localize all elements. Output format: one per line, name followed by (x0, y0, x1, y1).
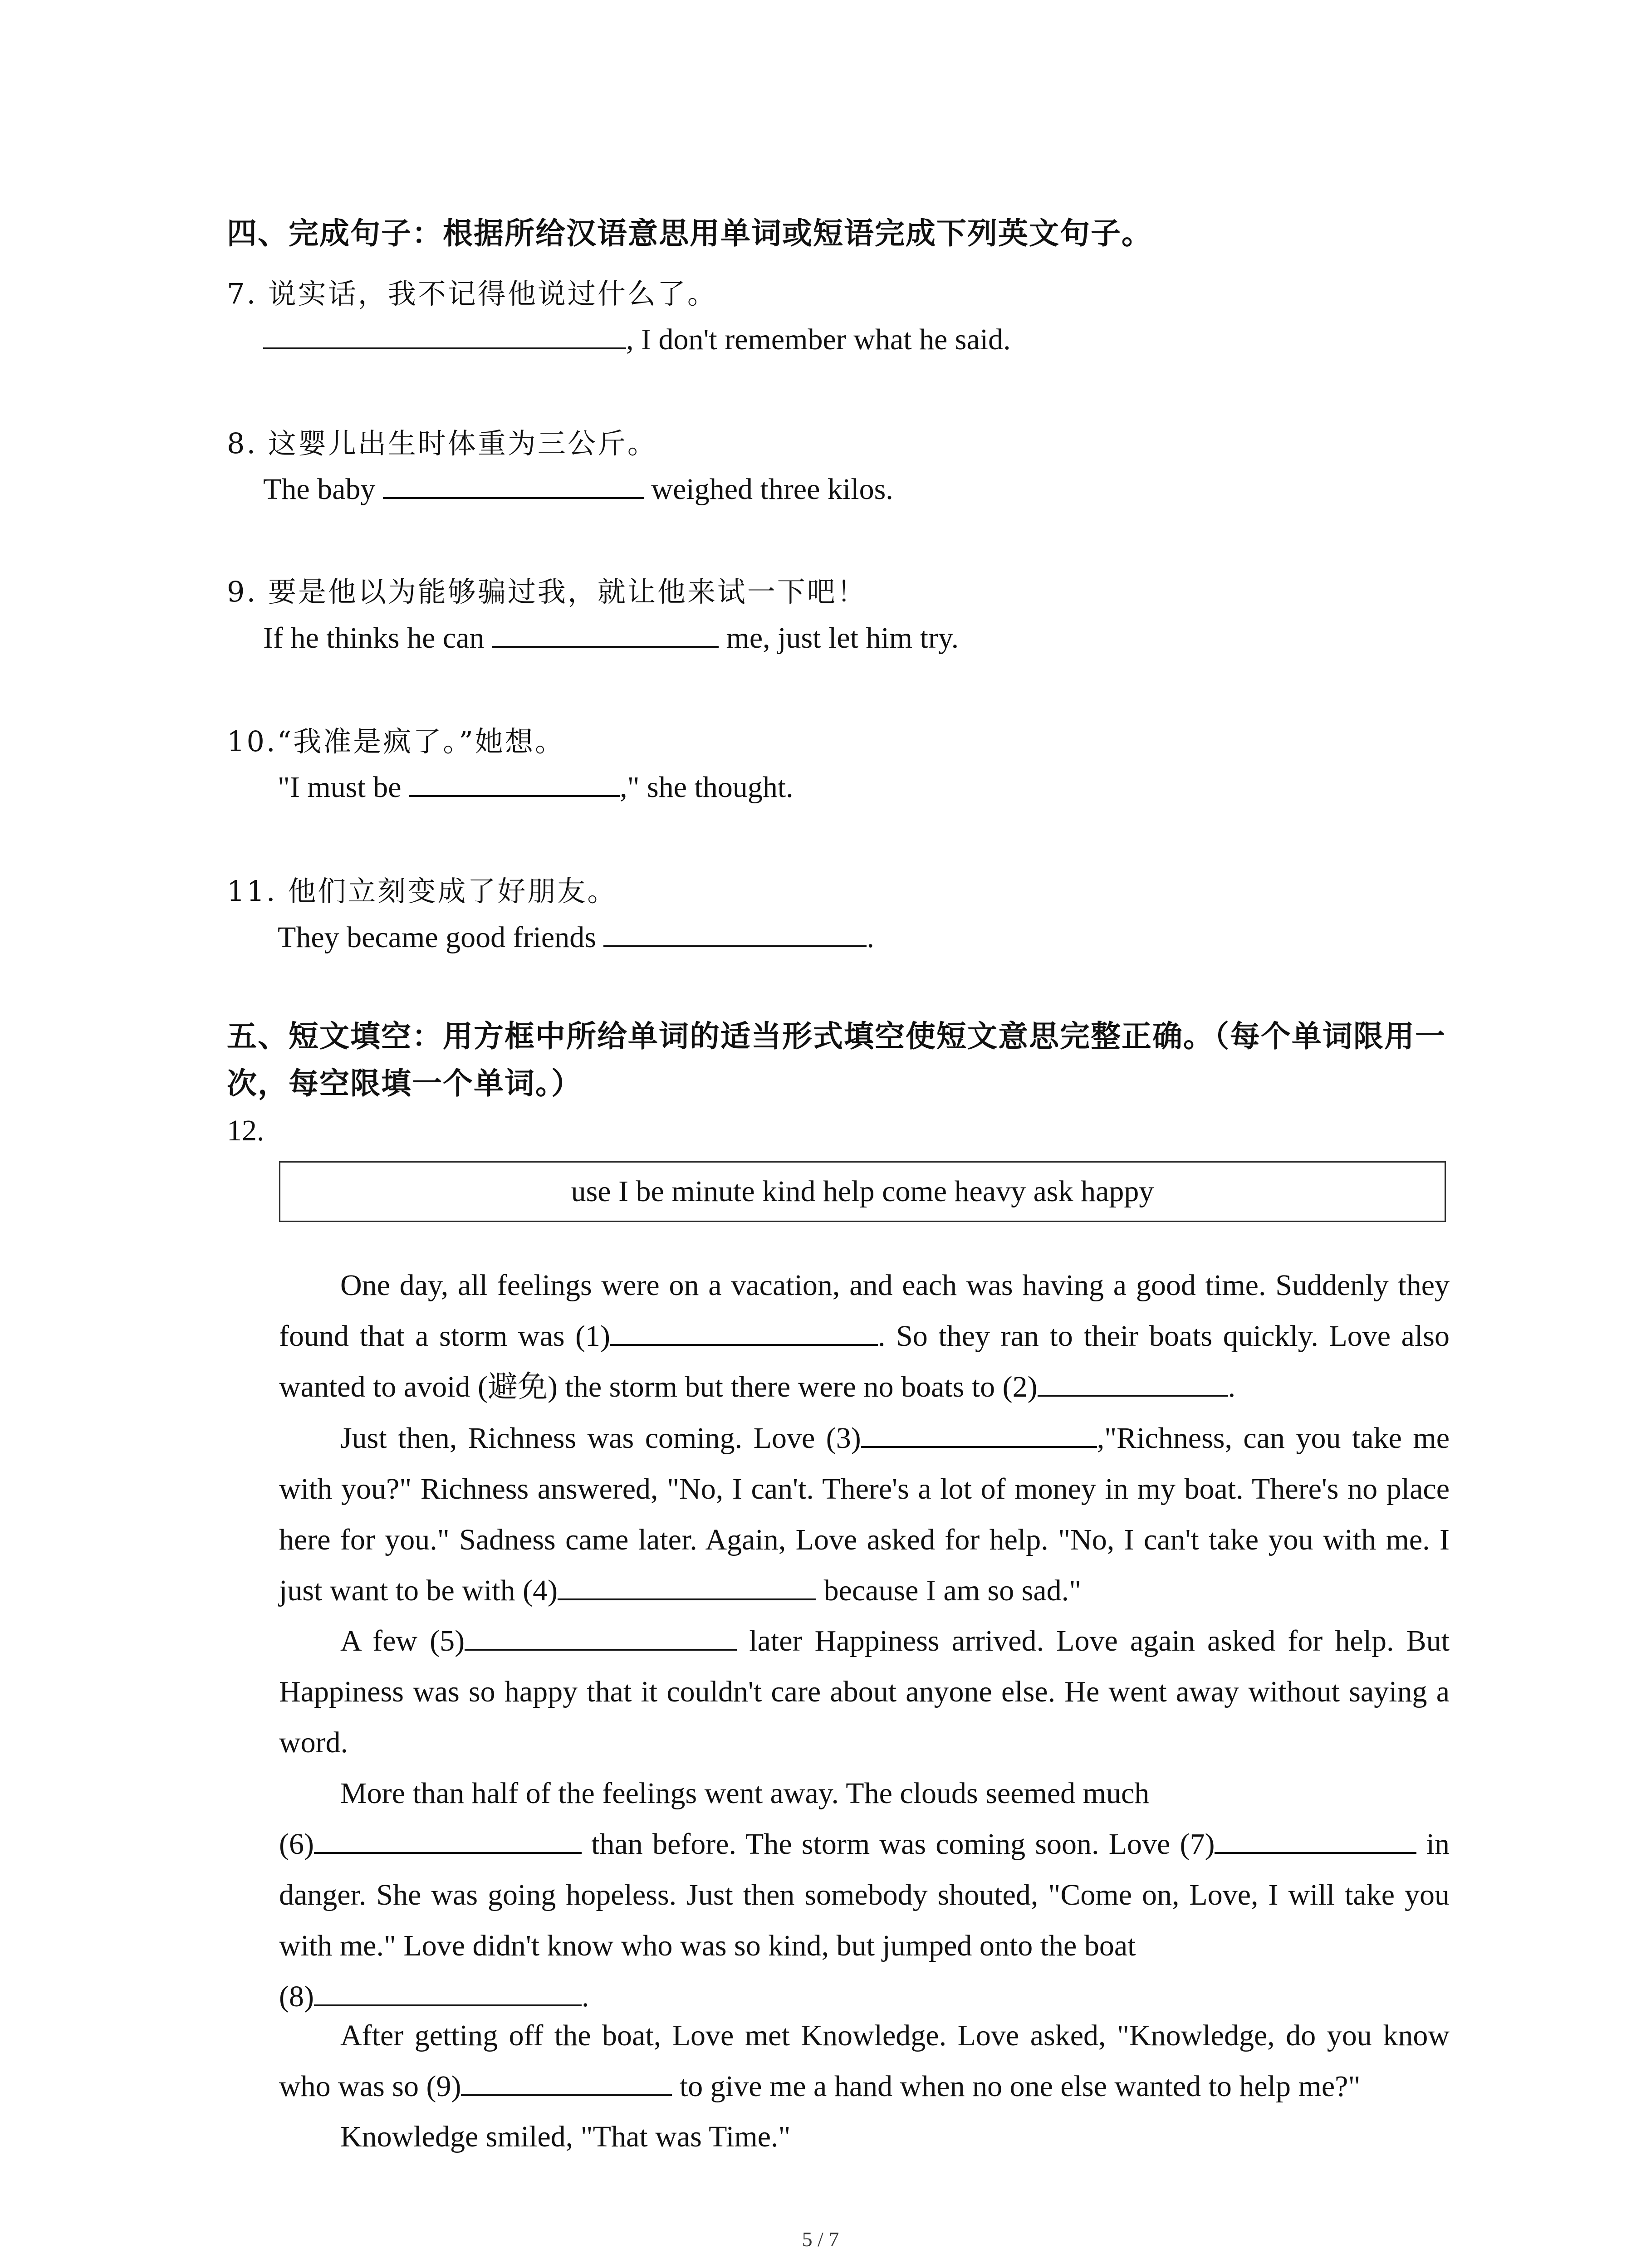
passage-paragraph-1: One day, all feelings were on a vacation, and each was having a good time. Suddenly they found that a storm was (1) . So they ran to their boats quickly. Love also wanted to avoid (避免) the storm but there were no boats to (2) . (279, 1269, 1450, 1403)
passage-paragraph-3: A few (5) later Happiness arrived. Love again asked for help. But Happiness was so happy that it couldn't care about anyone else. He went away without saying a word. (279, 1624, 1450, 1759)
answer-blank[interactable] (263, 322, 626, 349)
passage-blank-2[interactable] (1038, 1369, 1228, 1397)
passage-blank-3[interactable] (861, 1421, 1097, 1448)
question-8-sentence: The baby weighed three kilos. (263, 473, 893, 506)
passage-blank-9[interactable] (461, 2069, 672, 2096)
answer-blank[interactable] (603, 920, 867, 947)
passage-paragraph-6: Knowledge smiled, "That was Time." (340, 2120, 791, 2153)
question-8-prompt: 8. 这婴儿出生时体重为三公斤。 (227, 427, 657, 460)
answer-blank[interactable] (492, 621, 719, 648)
question-10-prompt: 10.“我准是疯了。”她想。 (227, 725, 565, 758)
word-bank-text: use I be minute kind help come heavy ask happy (571, 1175, 1154, 1208)
question-11-prompt: 11. 他们立刻变成了好朋友。 (227, 875, 617, 908)
passage-blank-7[interactable] (1215, 1827, 1416, 1854)
answer-blank[interactable] (409, 770, 620, 797)
question-7-prompt (227, 271, 717, 312)
word-bank-box (279, 1161, 1446, 1222)
passage-paragraph-2: Just then, Richness was coming. Love (3) ,"Richness, can you take me with you?" Richness answered, "No, I can't. There's a lot of money in my boat. There's no place here for you." Sadness came later. Again, Love asked for help. "No, I can't take you with me. I just want to be with (4) because I am so sad." (279, 1422, 1450, 1607)
answer-blank[interactable] (383, 472, 644, 499)
question-10-sentence: "I must be ," she thought. (278, 771, 794, 804)
passage-blank-8[interactable] (314, 1979, 582, 2006)
question-7-sentence: , I don't remember what he said. (263, 322, 1011, 357)
section-5-title: 五、短文填空：用方框中所给单词的适当形式填空使短文意思完整正确。（每个单词限用一次，每空限填一个单词。） (227, 1018, 1446, 1101)
passage-paragraph-5: After getting off the boat, Love met Knowledge. Love asked, "Knowledge, do you know who was so (9) to give me a hand when no one else wanted to help me?" (279, 2019, 1450, 2103)
passage-blank-1[interactable] (610, 1319, 878, 1346)
passage-blank-6[interactable] (314, 1827, 582, 1854)
passage-blank-4[interactable] (558, 1573, 816, 1600)
question-12-number: 12. (227, 1114, 265, 1147)
section-4-title: 四、完成句子：根据所给汉语意思用单词或短语完成下列英文句子。 (227, 215, 1152, 251)
question-chinese: 说实话，我不记得他说过什么了。 (268, 277, 717, 310)
passage-paragraph-4: More than half of the feelings went away. The clouds seemed much (6) than before. The storm was coming soon. Love (7) in danger. She was going hopeless. Just then somebody shouted, "Come on, Love, I will take you with me." Love didn't know who was so kind, but jumped onto the boat (8) . (279, 1777, 1450, 2013)
question-11-sentence: They became good friends . (278, 921, 874, 954)
question-number: 7. (227, 277, 258, 310)
question-9-prompt: 9. 要是他以为能够骗过我，就让他来试一下吧！ (227, 575, 867, 608)
page-number: 5 / 7 (802, 2228, 839, 2251)
passage-blank-5[interactable] (465, 1623, 737, 1651)
question-9-sentence: If he thinks he can me, just let him try. (263, 621, 959, 655)
